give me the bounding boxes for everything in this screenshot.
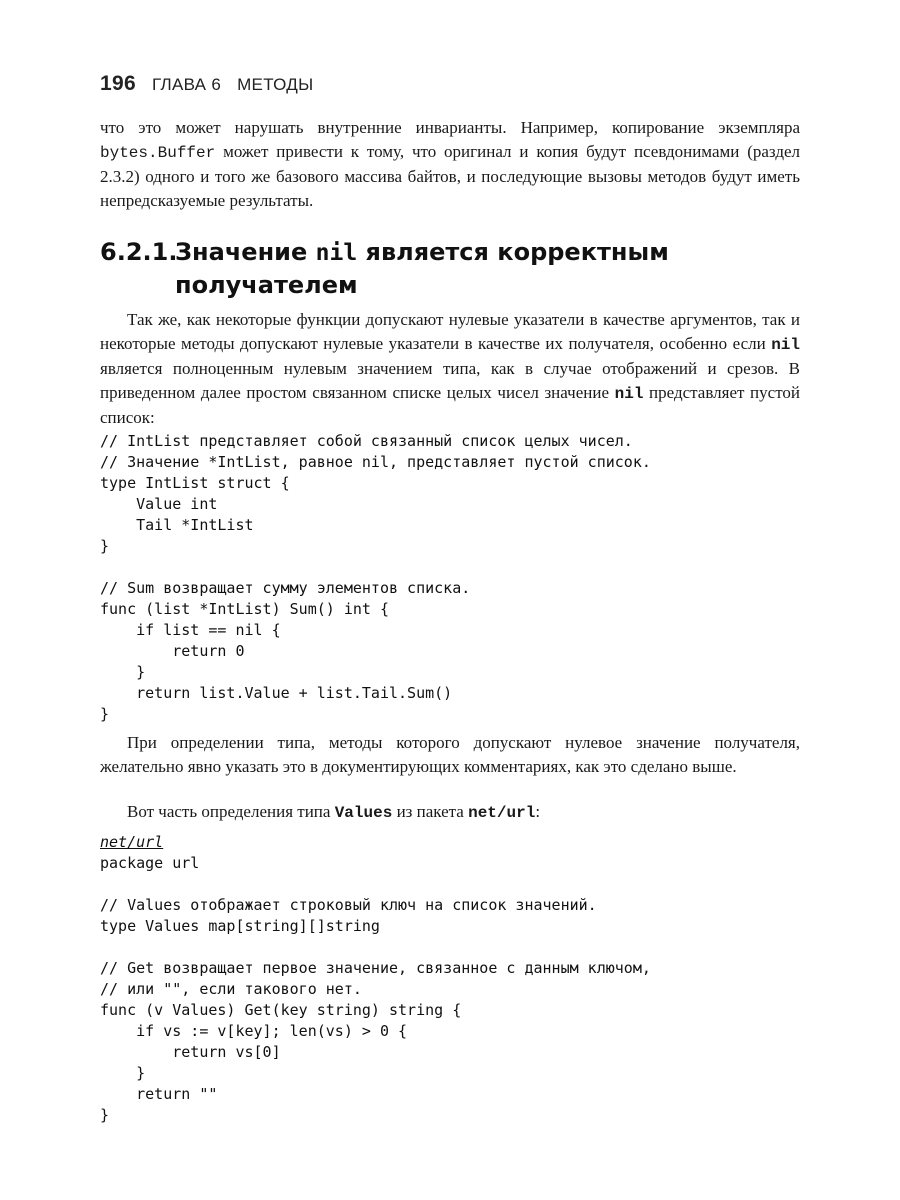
section-title-part1: Значение <box>175 238 316 266</box>
intro-text-1: что это может нарушать внутренние инварианты. Например, копирование экземпляра <box>100 118 800 137</box>
para1-code-2: nil <box>614 385 644 403</box>
paragraph-2 <box>100 731 800 779</box>
code-listing-body: package url // Values отображает строковый ключ на список значений. type Values map[string][]string // Get возвращает первое значение, связанное с данным ключом, // или "", если такового нет. func (v Values) Get(key string) string { if vs := v[key]; len(vs) > 0 { return vs[0] } return "" } <box>100 854 651 1124</box>
intro-text-2: может привести к тому, что оригинал и копия будут псевдонимами (раздел 2.3.2) одного и того же базового массива байтов, и последующие вызовы методов будут иметь непредсказуемые результаты. <box>100 142 800 210</box>
para1-text-3: представляет пустой список: <box>100 383 800 427</box>
para3-code-1: Values <box>334 804 393 822</box>
code-block-intlist: // IntList представляет собой связанный список целых чисел. // Значение *IntList, равное nil, представляет пустой список. type IntList struct { Value int Tail *IntList } // Sum возвращает сумму элементов списка. func (list *IntList) Sum() int { if list == nil { return 0 } return list.Value + list.Tail.Sum() } <box>100 432 651 723</box>
para1-text-1: Так же, как некоторые функции допускают нулевые указатели в качестве аргументов, так и некоторые методы допускают нулевые указатели в качестве их получателя, особенно если <box>100 310 800 353</box>
page-number: 196 <box>100 72 136 95</box>
code-block-values <box>100 832 651 1126</box>
para3-text-2: из пакета <box>392 802 469 821</box>
chapter-label: ГЛАВА 6 <box>151 75 222 94</box>
section-title-line2: получателем <box>175 271 358 299</box>
para3-code-2: net/url <box>468 804 536 822</box>
para3-text-1: Вот часть определения типа <box>127 802 335 821</box>
paragraph-1 <box>100 308 800 430</box>
section-title-part2: является корректным <box>357 238 669 266</box>
section-number: 6.2.1. <box>100 238 178 266</box>
para1-text-2: является полноценным нулевым значением типа, как в случае отображений и срезов. В приведенном далее простом связанном списке целых чисел значение <box>100 359 800 402</box>
section-heading <box>100 236 669 301</box>
chapter-title: МЕТОДЫ <box>237 75 314 94</box>
para2-text: При определении типа, методы которого допускают нулевое значение получателя, желательно явно указать это в документирующих комментариях, как это сделано выше. <box>100 733 800 776</box>
code-listing-title: net/url <box>100 833 164 851</box>
section-title-code: nil <box>315 240 358 266</box>
paragraph-3 <box>100 800 800 825</box>
intro-code: bytes.Buffer <box>100 144 216 162</box>
intro-paragraph <box>100 116 800 213</box>
para1-code-1: nil <box>771 336 800 354</box>
running-header <box>100 72 313 96</box>
para3-text-3: : <box>535 802 541 821</box>
